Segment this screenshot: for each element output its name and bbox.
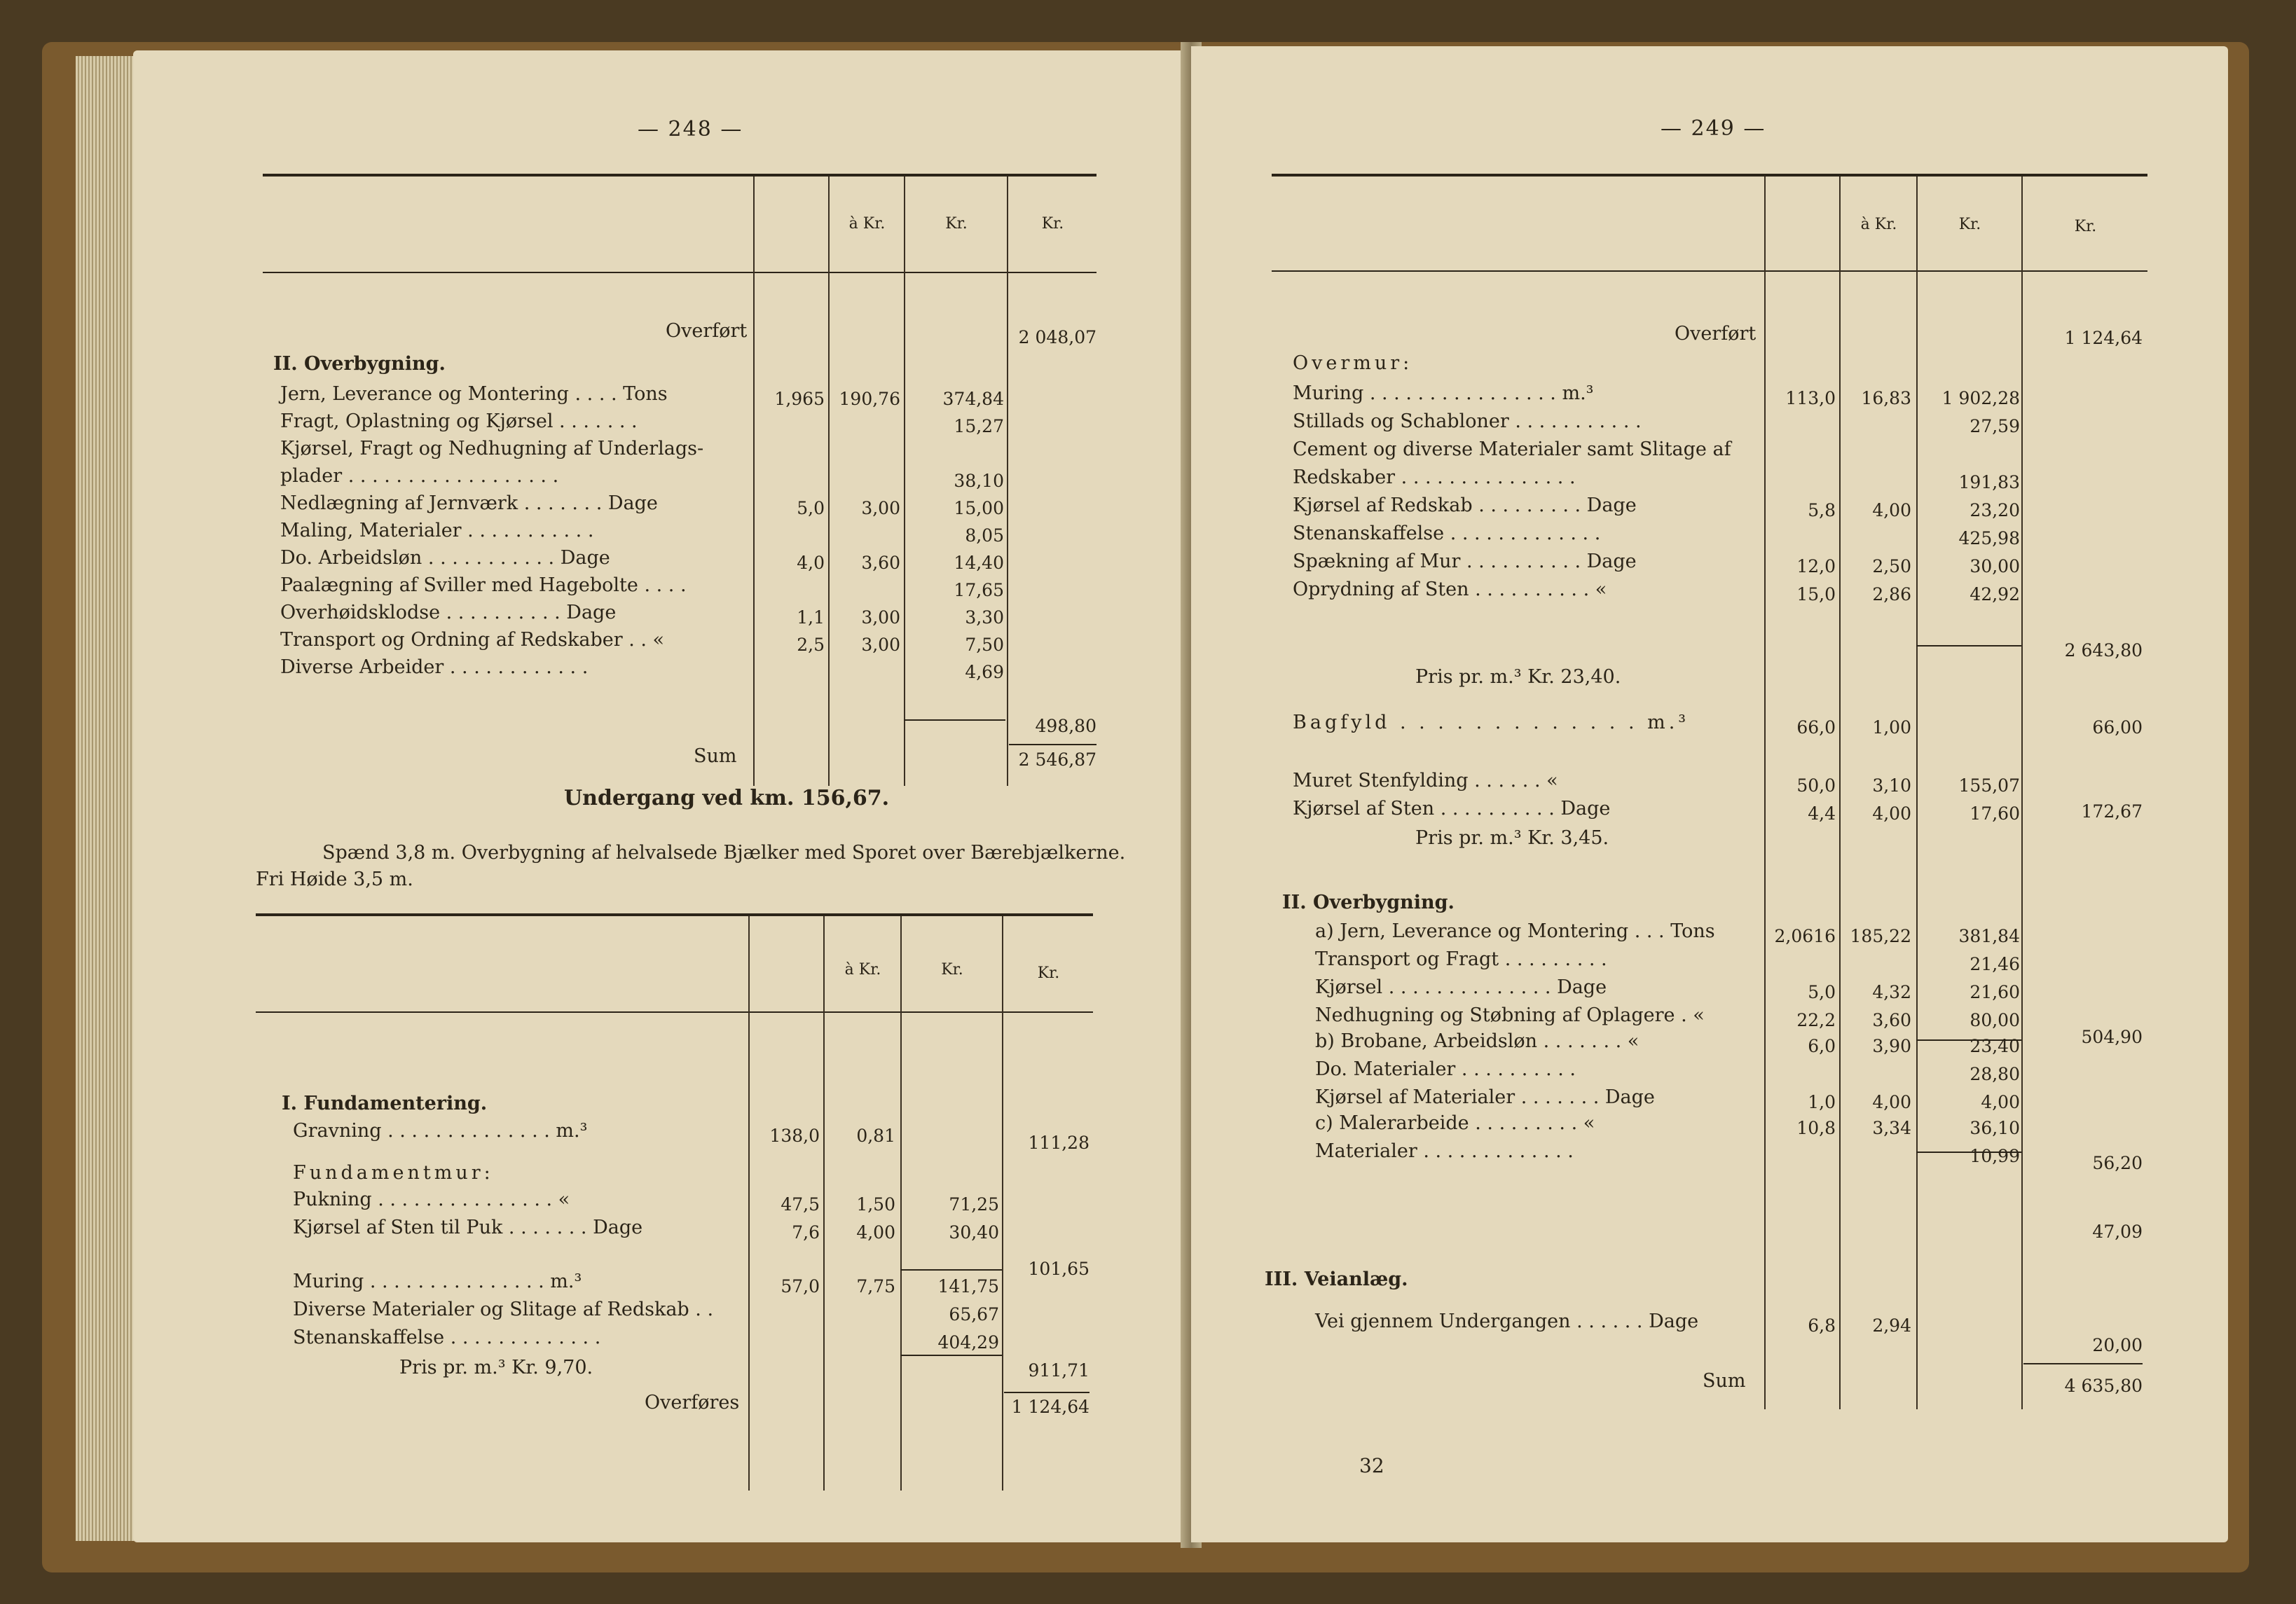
row-text: plader . . . . . . . . . . . . . . . . . .	[280, 465, 559, 487]
row-qty: 1,965	[774, 389, 825, 409]
row-price: 2,50	[1872, 556, 1911, 576]
row-price: 4,00	[1872, 803, 1911, 824]
row-amount: 15,27	[954, 416, 1004, 436]
row-price: 3,00	[861, 498, 900, 518]
row-qty: 5,8	[1808, 500, 1836, 520]
row-text: Spækning af Mur . . . . . . . . . . Dage	[1293, 551, 1637, 572]
row-text: Fragt, Oplastning og Kjørsel . . . . . . .	[280, 410, 638, 432]
row-text: Diverse Materialer og Slitage af Redskab . .	[293, 1299, 714, 1320]
row-qty: 2,5	[797, 635, 825, 655]
row-qty: 2,0616	[1774, 926, 1836, 946]
section-heading: Undergang ved km. 156,67.	[564, 786, 890, 810]
row-amount: 71,25	[949, 1194, 999, 1215]
row-total: 2 643,80	[2064, 640, 2143, 661]
row-amount: 14,40	[954, 553, 1004, 573]
column-header: à Kr.	[1860, 216, 1897, 233]
table-top-rule	[1272, 174, 2147, 177]
carried-value: 2 048,07	[1018, 327, 1097, 347]
row-amount: 30,00	[1970, 556, 2020, 576]
row-text: Muret Stenfylding . . . . . . «	[1293, 770, 1558, 791]
row-text: Maling, Materialer . . . . . . . . . . .	[280, 520, 594, 541]
row-amount: 15,00	[954, 498, 1004, 518]
row-text: Stenanskaffelse . . . . . . . . . . . . .	[1293, 523, 1601, 544]
row-text: Overhøidsklodse . . . . . . . . . . Dage	[280, 602, 617, 623]
row-amount: 10,99	[1970, 1146, 2020, 1166]
row-qty: 1,0	[1808, 1092, 1836, 1112]
row-price: 4,32	[1872, 982, 1911, 1002]
row-text: Transport og Fragt . . . . . . . . .	[1315, 948, 1607, 970]
row-total: 172,67	[2081, 801, 2143, 822]
row-text: a) Jern, Leverance og Montering . . . Tons	[1315, 920, 1715, 942]
row-qty: 6,0	[1808, 1036, 1836, 1056]
row-amount: 4,00	[1981, 1092, 2020, 1112]
row-text: Jern, Leverance og Montering . . . . Tons	[280, 383, 668, 405]
section-title: II. Overbygning.	[1282, 892, 1455, 913]
row-price: 4,00	[856, 1222, 895, 1243]
row-price: 3,34	[1872, 1118, 1911, 1138]
row-amount: 3,30	[965, 607, 1004, 628]
column-header: à Kr.	[844, 961, 881, 979]
row-qty: 10,8	[1796, 1118, 1836, 1138]
row-amount: 374,84	[942, 389, 1004, 409]
row-text: Muring . . . . . . . . . . . . . . . . m.³	[1293, 382, 1594, 404]
row-price: 3,60	[861, 553, 900, 573]
price-line: Pris pr. m.³ Kr. 23,40.	[1415, 666, 1621, 688]
row-amount: 27,59	[1970, 416, 2020, 436]
row-price: 3,00	[861, 607, 900, 628]
row-price: 190,76	[839, 389, 900, 409]
sum-value: 2 546,87	[1018, 749, 1097, 770]
row-total: 56,20	[2092, 1153, 2143, 1173]
row-price: 1,50	[856, 1194, 895, 1215]
row-amount: 42,92	[1970, 584, 2020, 604]
row-text: Vei gjennem Undergangen . . . . . . Dage	[1315, 1311, 1699, 1332]
row-price: 3,90	[1872, 1036, 1911, 1056]
row-qty: 4,0	[797, 553, 825, 573]
row-total: 47,09	[2092, 1222, 2143, 1242]
row-qty: 5,0	[1808, 982, 1836, 1002]
row-text: Kjørsel af Sten . . . . . . . . . . Dage	[1293, 798, 1611, 820]
row-amount: 17,65	[954, 580, 1004, 600]
column-header: Kr.	[941, 961, 963, 979]
right-page: — 249 — à Kr. Kr. Kr. Overført 1 124,64 Overmur: Muring . . . . . . . . . . . . . . . . m.³ 113,0 16,83 1 902,28 Stillads og Schabloner . . . . . . . . . . . 27,59 Cement og diverse Materialer samt Slitage af Redskaber . . . . . . . . . . . . . . . 191,83 Kjørsel af Redskab . . . . . . . . . Dage 5,8 4,00 23,20 Stenanskaffelse . . . . . . . . . . . . . 425,98 Spækning af Mur . . . . . . . . . . Dage 12,0 2,50 30,00 Oprydning af Sten . . . . . . . . . . « 15,0 2,86 42,92 2 643,80 Pris pr. m.³ Kr. 23,40. Bagfyld . . . . . . . . . . . . . m.³ 66,0 1,00 66,00 Muret Stenfylding . . . . . . « 50,0 3,10 155,07 Kjørsel af Sten . . . . . . . . . . Dage 4,4 4,00 17,60 172,67 Pris pr. m.³ Kr. 3,45. II. Overbygning. a) Jern, Leverance og Montering . . . Tons 2,0616 185,22 381,84 Transport og Fragt . . . . . . . . . 21,46 Kjørsel . . . . . . . . . . . . . . Dage 5,0 4,32 21,60 Nedhugning og Støbning af Oplagere . « 22,2 3,60 80,00 504,90 b) Brobane, Arbeidsløn . . . . . . . « 6,0 3,90 23,40 Do. Materialer . . . . . . . . . . 28,80 Kjørsel af Materialer . . . . . . . Dage 1,0 4,00 4,00 56,20 c) Malerarbeide . . . . . . . . . « 10,8 3,34 36,10 Materialer . . . . . . . . . . . . . 10,99 47,09 III. Veianlæg. Vei gjennem Undergangen . . . . . . Dage 6,8 2,94 20,00 Sum 4 635,80 32	[1191, 46, 2228, 1542]
row-qty: 113,0	[1785, 388, 1836, 408]
row-text: Transport og Ordning af Redskaber . . «	[280, 629, 665, 651]
row-price: 3,10	[1872, 775, 1911, 796]
row-amount: 7,50	[965, 635, 1004, 655]
table-top-rule	[256, 913, 1093, 916]
sum-label: Sum	[694, 745, 737, 767]
row-amount: 404,29	[937, 1332, 999, 1353]
row-amount: 21,46	[1970, 954, 2020, 974]
row-total: 111,28	[1028, 1133, 1089, 1153]
row-amount: 80,00	[1970, 1010, 2020, 1030]
row-text: Muring . . . . . . . . . . . . . . . m.³	[293, 1271, 582, 1292]
row-text: Bagfyld . . . . . . . . . . . . . m.³	[1293, 712, 1690, 733]
row-amount: 4,69	[965, 662, 1004, 682]
section-title: II. Overbygning.	[273, 353, 446, 375]
row-price: 16,83	[1861, 388, 1911, 408]
row-text: Oprydning af Sten . . . . . . . . . . «	[1293, 579, 1607, 600]
page-number: — 248 —	[638, 117, 743, 141]
row-text: Gravning . . . . . . . . . . . . . . m.³	[293, 1120, 588, 1142]
row-amount: 155,07	[1958, 775, 2020, 796]
row-total: 911,71	[1028, 1360, 1089, 1381]
row-price: 3,00	[861, 635, 900, 655]
row-qty: 47,5	[781, 1194, 820, 1215]
row-text: Do. Arbeidsløn . . . . . . . . . . . Dage	[280, 547, 610, 569]
subtotal: 498,80	[1035, 716, 1097, 736]
sub-title: Fundamentmur:	[293, 1162, 494, 1184]
row-text: Materialer . . . . . . . . . . . . .	[1315, 1140, 1574, 1162]
row-amount: 1 902,28	[1941, 388, 2020, 408]
row-amount: 30,40	[949, 1222, 999, 1243]
column-header: Kr.	[2074, 218, 2097, 235]
row-text: Diverse Arbeider . . . . . . . . . . . .	[280, 656, 589, 678]
carried-label: Overført	[1675, 323, 1757, 345]
column-header: Kr.	[945, 215, 968, 233]
row-price: 7,75	[856, 1276, 895, 1297]
row-qty: 5,0	[797, 498, 825, 518]
row-text: Kjørsel af Materialer . . . . . . . Dage	[1315, 1086, 1655, 1108]
row-text: Kjørsel, Fragt og Nedhugning af Underlags-	[280, 438, 704, 459]
row-qty: 1,1	[797, 607, 825, 628]
table-header-rule	[263, 272, 1097, 273]
row-total: 20,00	[2092, 1335, 2143, 1355]
row-price: 185,22	[1850, 926, 1911, 946]
row-price: 4,00	[1872, 500, 1911, 520]
carried-value: 1 124,64	[2064, 328, 2143, 348]
sub-title: Overmur:	[1293, 352, 1413, 374]
row-text: Cement og diverse Materialer samt Slitage af	[1293, 438, 1731, 460]
row-text: Nedhugning og Støbning af Oplagere . «	[1315, 1004, 1705, 1026]
page-edges	[76, 56, 136, 1541]
row-qty: 57,0	[781, 1276, 820, 1297]
row-total: 66,00	[2092, 717, 2143, 738]
carried-label: Overført	[666, 320, 748, 342]
section-title: III. Veianlæg.	[1265, 1268, 1408, 1290]
row-amount: 23,40	[1970, 1036, 2020, 1056]
row-price: 4,00	[1872, 1092, 1911, 1112]
row-text: Stillads og Schabloner . . . . . . . . . . .	[1293, 410, 1642, 432]
section-title: I. Fundamentering.	[282, 1093, 488, 1114]
row-amount: 17,60	[1970, 803, 2020, 824]
signature-mark: 32	[1359, 1454, 1384, 1477]
row-text: Pukning . . . . . . . . . . . . . . . «	[293, 1189, 570, 1210]
row-amount: 191,83	[1958, 472, 2020, 492]
row-price: 3,60	[1872, 1010, 1911, 1030]
row-text: Do. Materialer . . . . . . . . . .	[1315, 1058, 1576, 1080]
column-header: à Kr.	[848, 215, 886, 233]
row-amount: 36,10	[1970, 1118, 2020, 1138]
carry-value: 1 124,64	[1011, 1397, 1089, 1417]
row-text: b) Brobane, Arbeidsløn . . . . . . . «	[1315, 1030, 1639, 1052]
row-text: Kjørsel . . . . . . . . . . . . . . Dage	[1315, 976, 1607, 998]
carry-label: Overføres	[645, 1392, 740, 1413]
row-qty: 7,6	[792, 1222, 820, 1243]
table-top-rule	[263, 174, 1097, 177]
row-amount: 381,84	[1958, 926, 2020, 946]
row-amount: 38,10	[954, 471, 1004, 491]
row-text: Kjørsel af Sten til Puk . . . . . . . Dage	[293, 1217, 643, 1238]
row-qty: 4,4	[1808, 803, 1836, 824]
left-page: — 248 — à Kr. Kr. Kr. Overført 2 048,07 II. Overbygning. Jern, Leverance og Montering . . . . Tons 1,965 190,76 374,84 Fragt, Oplastning og Kjørsel . . . . . . . 15,27 Kjørsel, Fragt og Nedhugning af Underlags- plader . . . . . . . . . . . . . . . . . . 38,10 Nedlægning af Jernværk . . . . . . . Dage 5,0 3,00 15,00 Maling, Materialer . . . . . . . . . . . 8,05 Do. Arbeidsløn . . . . . . . . . . . Dage 4,0 3,60 14,40 Paalægning af Sviller med Hagebolte . . . . 17,65 Overhøidsklodse . . . . . . . . . . Dage 1,1 3,00 3,30 Transport og Ordning af Redskaber . . « 2,5 3,00 7,50 Diverse Arbeider . . . . . . . . . . . . 4,69 498,80 Sum 2 546,87 Undergang ved km. 156,67. Spænd 3,8 m. Overbygning af helvalsede Bjælker med Sporet over Bærebjælkerne. Fri Høide 3,5 m. à Kr. Kr. Kr. I. Fundamentering. Gravning . . . . . . . . . . . . . . m.³ 138,0 0,81 111,28 Fundamentmur: Pukning . . . . . . . . . . . . . . . « 47,5 1,50 71,25 Kjørsel af Sten til Puk . . . . . . . Dage 7,6 4,00 30,40 101,65 Muring . . . . . . . . . . . . . . . m.³ 57,0 7,75 141,75 Diverse Materialer og Slitage af Redskab . . 65,67 Stenanskaffelse . . . . . . . . . . . . . 404,29 Pris pr. m.³ Kr. 9,70. 911,71 Overføres 1 124,64	[133, 50, 1184, 1542]
sum-label: Sum	[1703, 1370, 1746, 1392]
page-number: — 249 —	[1661, 116, 1766, 141]
table-header-rule	[1272, 270, 2147, 272]
row-amount: 425,98	[1958, 528, 2020, 548]
row-price: 2,86	[1872, 584, 1911, 604]
row-text: c) Malerarbeide . . . . . . . . . «	[1315, 1112, 1595, 1134]
row-total: 504,90	[2081, 1027, 2143, 1047]
row-text: Stenanskaffelse . . . . . . . . . . . . .	[293, 1327, 601, 1348]
row-qty: 22,2	[1796, 1010, 1836, 1030]
table-header-rule	[256, 1011, 1093, 1013]
row-amount: 28,80	[1970, 1064, 2020, 1084]
row-qty: 50,0	[1796, 775, 1836, 796]
column-header: Kr.	[1958, 216, 1981, 233]
price-line: Pris pr. m.³ Kr. 3,45.	[1415, 827, 1609, 849]
description: Fri Høide 3,5 m.	[256, 869, 413, 890]
row-amount: 21,60	[1970, 982, 2020, 1002]
column-header: Kr.	[1037, 965, 1060, 982]
row-amount: 65,67	[949, 1304, 999, 1325]
row-text: Nedlægning af Jernværk . . . . . . . Dage	[280, 492, 658, 514]
sum-value: 4 635,80	[2064, 1376, 2143, 1396]
column-header: Kr.	[1041, 215, 1064, 233]
description: Spænd 3,8 m. Overbygning af helvalsede Bjælker med Sporet over Bærebjælkerne.	[322, 842, 1126, 864]
row-amount: 141,75	[937, 1276, 999, 1297]
row-text: Paalægning af Sviller med Hagebolte . . . .	[280, 574, 687, 596]
row-text: Redskaber . . . . . . . . . . . . . . .	[1293, 466, 1576, 488]
row-total: 101,65	[1028, 1259, 1089, 1279]
row-amount: 23,20	[1970, 500, 2020, 520]
row-text: Kjørsel af Redskab . . . . . . . . . Dage	[1293, 495, 1637, 516]
price-line: Pris pr. m.³ Kr. 9,70.	[399, 1357, 593, 1378]
row-qty: 12,0	[1796, 556, 1836, 576]
row-amount: 8,05	[965, 525, 1004, 546]
row-qty: 15,0	[1796, 584, 1836, 604]
